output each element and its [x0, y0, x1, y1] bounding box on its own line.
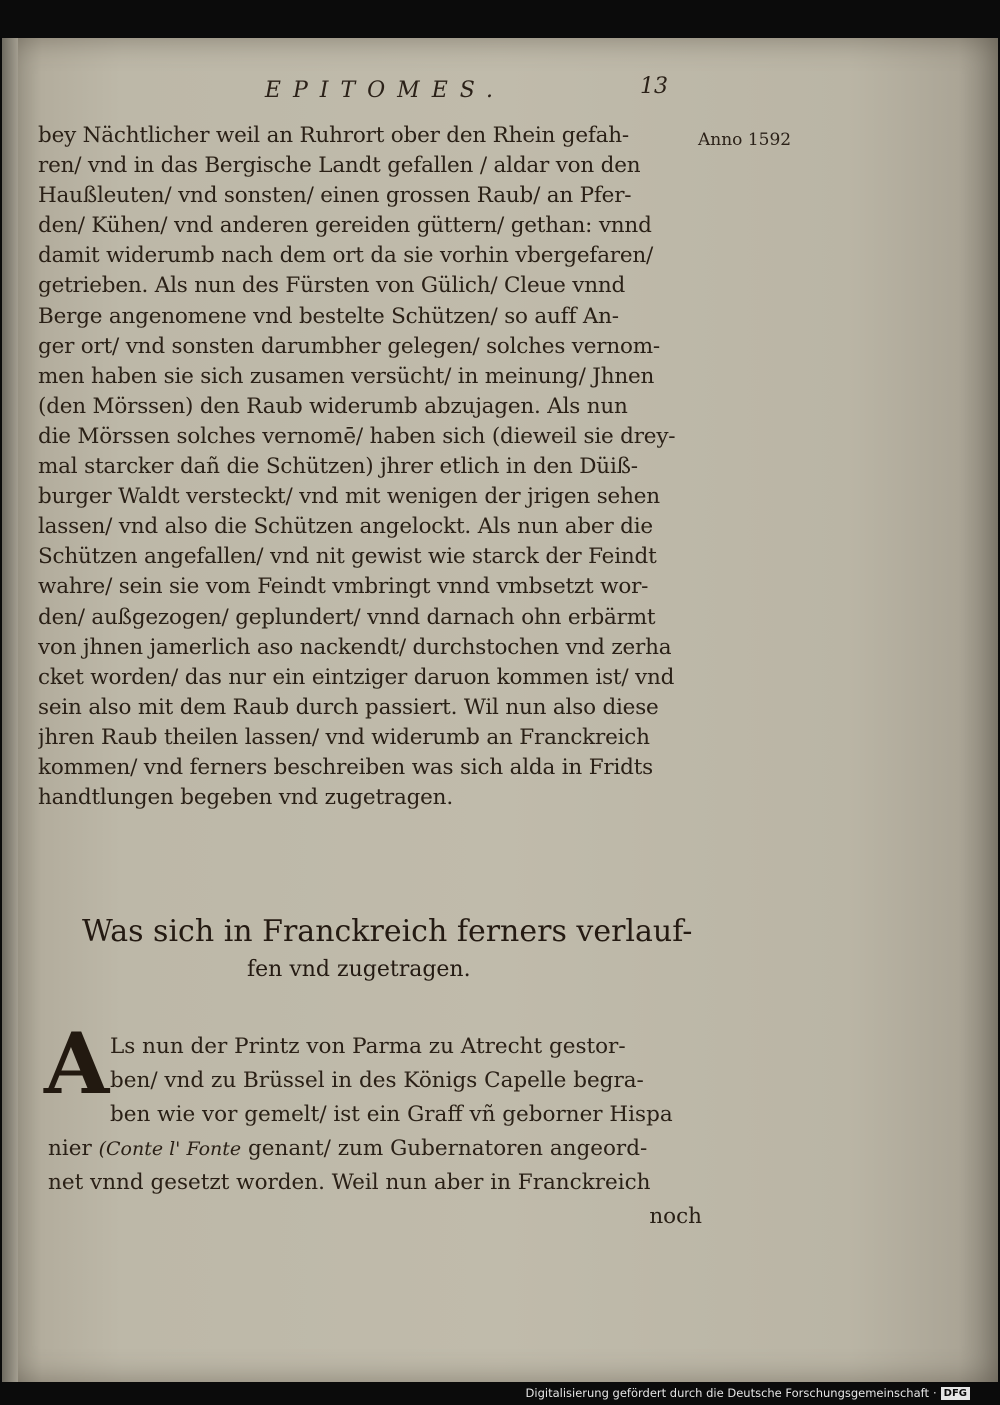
text-line: burger Waldt versteckt/ vnd mit wenigen der jrigen sehen	[38, 484, 660, 510]
paragraph-1	[38, 121, 708, 813]
text-line: ben/ vnd zu Brüssel in des Königs Capelle begra-	[110, 1068, 644, 1093]
page-number: 13	[640, 74, 668, 99]
text-line: lassen/ vnd also die Schützen angelockt. Als nun aber die	[38, 514, 653, 540]
digitization-credit	[526, 1386, 970, 1400]
decorative-initial: A	[44, 1014, 110, 1113]
text-line: Haußleuten/ vnd sonsten/ einen grossen Raub/ an Pfer-	[38, 183, 632, 209]
paragraph-2	[48, 1030, 708, 1234]
text-line: sein also mit dem Raub durch passiert. Wil nun also diese	[38, 694, 659, 720]
text-segment: genant/ zum Gubernatoren angeord-	[241, 1136, 648, 1161]
italic-name: (Conte l' Fonte	[98, 1138, 242, 1160]
text-line: die Mörssen solches vernomē/ haben sich (dieweil sie drey-	[38, 423, 676, 449]
text-line: wahre/ sein sie vom Feindt vmbringt vnnd vmbsetzt wor-	[38, 574, 649, 600]
text-line: getrieben. Als nun des Fürsten von Gülich/ Cleue vnnd	[38, 273, 626, 299]
text-line: cket worden/ das nur ein eintziger daruon kommen ist/ vnd	[38, 664, 675, 690]
text-line: ren/ vnd in das Bergische Landt gefallen / aldar von den	[38, 153, 641, 179]
catchword: noch	[649, 1204, 702, 1229]
page-header	[40, 74, 700, 114]
text-line: ben wie vor gemelt/ ist ein Graff vñ geborner Hispa	[110, 1102, 673, 1127]
text-line: den/ außgezogen/ geplundert/ vnnd darnach ohn erbärmt	[38, 604, 656, 630]
dfg-logo: DFG	[941, 1387, 970, 1400]
text-line: (den Mörssen) den Raub widerumb abzujagen. Als nun	[38, 393, 628, 419]
text-line: net vnnd gesetzt worden. Weil nun aber in Franckreich	[48, 1170, 651, 1195]
page-binding-edge	[2, 38, 18, 1382]
text-line: handtlungen begeben vnd zugetragen.	[38, 785, 453, 811]
text-line: damit widerumb nach dem ort da sie vorhin vbergefaren/	[38, 243, 654, 269]
text-line: ger ort/ vnd sonsten darumbher gelegen/ solches vernom-	[38, 333, 660, 359]
margin-note-year: Anno 1592	[698, 130, 792, 150]
running-head: EPITOMES.	[264, 78, 506, 103]
text-line	[48, 1132, 708, 1166]
text-line: von jhnen jamerlich aso nackendt/ durchstochen vnd zerha	[38, 634, 672, 660]
text-line: den/ Kühen/ vnd anderen gereiden güttern/ gethan: vnnd	[38, 213, 652, 239]
separator-dot: ·	[933, 1386, 937, 1400]
section-heading	[82, 912, 693, 988]
text-line: bey Nächtlicher weil an Ruhrort ober den Rhein gefah-	[38, 123, 629, 148]
text-line: mal starcker dañ die Schützen) jhrer etlich in den Düiß-	[38, 454, 638, 480]
text-line: jhren Raub theilen lassen/ vnd widerumb an Franckreich	[38, 724, 650, 750]
credit-text: Digitalisierung gefördert durch die Deutsche Forschungsgemeinschaft	[525, 1386, 929, 1400]
text-line: Schützen angefallen/ vnd nit gewist wie starck der Feindt	[38, 544, 657, 570]
text-line: men haben sie sich zusamen versücht/ in meinung/ Jhnen	[38, 363, 655, 389]
section-heading-line-1: Was sich in Franckreich ferners verlauf-	[82, 914, 693, 949]
section-heading-line-2: fen vnd zugetragen.	[247, 957, 471, 982]
text-segment: nier	[48, 1136, 99, 1161]
text-line: kommen/ vnd ferners beschreiben was sich alda in Fridts	[38, 754, 654, 780]
text-line: Ls nun der Printz von Parma zu Atrecht gestor-	[110, 1034, 626, 1059]
text-line: Berge angenomene vnd bestelte Schützen/ so auff An-	[38, 303, 619, 329]
